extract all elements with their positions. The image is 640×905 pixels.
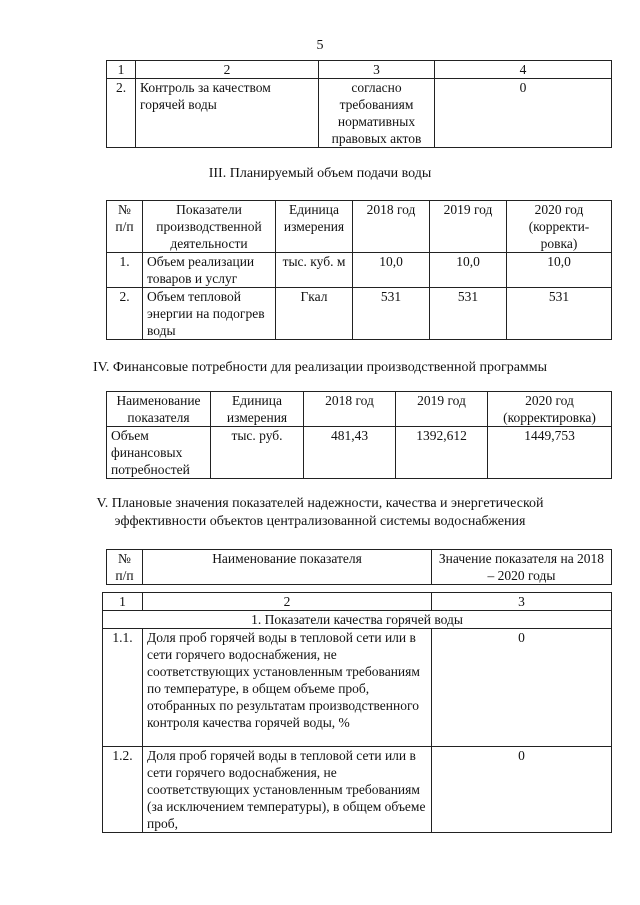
header-2018: 2018 год (304, 392, 396, 427)
table-row (103, 747, 612, 833)
header-name: Наименование показателя (107, 392, 211, 427)
row-2019: 531 (430, 288, 507, 340)
row-num: 2. (107, 288, 143, 340)
row-basis: согласно требованиям нормативных правовых актов (319, 79, 435, 148)
section-5-title-line2: эффективности объектов централизованной системы водоснабжения (114, 514, 526, 529)
row-2020: 531 (507, 288, 612, 340)
row-indicator: Объем реализации товаров и услуг (143, 253, 276, 288)
table-row (107, 79, 612, 148)
header-unit: Единица измерения (211, 392, 304, 427)
row-indicator: Объем тепловой энергии на подогрев воды (143, 288, 276, 340)
row-number: 2. (107, 79, 136, 148)
row-2019: 10,0 (430, 253, 507, 288)
row-2018: 10,0 (353, 253, 430, 288)
table-column-numbers (103, 593, 612, 611)
col-number: 3 (432, 593, 612, 611)
header-num: № п/п (107, 550, 143, 585)
row-name: Контроль за качеством горячей воды (136, 79, 319, 148)
row-value: 0 (435, 79, 612, 148)
header-2018: 2018 год (353, 201, 430, 253)
row-num: 1.1. (103, 629, 143, 747)
col-number: 2 (136, 61, 319, 79)
table-header-row (107, 201, 612, 253)
row-num: 1. (107, 253, 143, 288)
header-2019: 2019 год (430, 201, 507, 253)
header-num: № п/п (107, 201, 143, 253)
col-number: 4 (435, 61, 612, 79)
row-2019: 1392,612 (396, 427, 488, 479)
header-2019: 2019 год (396, 392, 488, 427)
col-number: 1 (107, 61, 136, 79)
row-unit: тыс. куб. м (276, 253, 353, 288)
row-name: Объем финансовых потребностей (107, 427, 211, 479)
row-value: 0 (432, 747, 612, 833)
table-group-row (103, 611, 612, 629)
row-num: 1.2. (103, 747, 143, 833)
table-financial-needs (106, 391, 612, 479)
row-2020: 1449,753 (488, 427, 612, 479)
table-indicators (102, 592, 612, 833)
table-header-row (107, 392, 612, 427)
table-water-volume (106, 200, 612, 340)
group-title: 1. Показатели качества горячей воды (103, 611, 612, 629)
col-number: 1 (103, 593, 143, 611)
section-5-title-line1: V. Плановые значения показателей надежности, качества и энергетической (96, 496, 544, 511)
table-header-row (107, 61, 612, 79)
row-text: Доля проб горячей воды в тепловой сети или в сети горячего водоснабжения, не соответствующих установленным требованиям по температуре, в общем объеме проб, отобранных по результатам производственного контроля качества горячей воды, % (143, 629, 432, 747)
row-unit: Гкал (276, 288, 353, 340)
header-name: Наименование показателя (143, 550, 432, 585)
table-row (103, 629, 612, 747)
section-3-title: III. Планируемый объем подачи воды (208, 166, 432, 181)
row-text: Доля проб горячей воды в тепловой сети или в сети горячего водоснабжения, не соответствующих установленным требованиям (за исключением температуры), в общем объеме проб, (143, 747, 432, 833)
table-indicators-header (106, 549, 612, 585)
row-value: 0 (432, 629, 612, 747)
table-row (107, 427, 612, 479)
header-unit: Единица измерения (276, 201, 353, 253)
col-number: 2 (143, 593, 432, 611)
row-2018: 531 (353, 288, 430, 340)
row-2020: 10,0 (507, 253, 612, 288)
header-2020: 2020 год (корректи-ровка) (507, 201, 612, 253)
page-number: 5 (316, 38, 324, 53)
col-number: 3 (319, 61, 435, 79)
section-4-title: IV. Финансовые потребности для реализации производственной программы (92, 360, 548, 375)
row-2018: 481,43 (304, 427, 396, 479)
header-indicator: Показатели производственной деятельности (143, 201, 276, 253)
table-control (106, 60, 612, 148)
row-unit: тыс. руб. (211, 427, 304, 479)
table-row (107, 288, 612, 340)
header-2020: 2020 год (корректировка) (488, 392, 612, 427)
table-header-row (107, 550, 612, 585)
table-row (107, 253, 612, 288)
header-value: Значение показателя на 2018 – 2020 годы (432, 550, 612, 585)
